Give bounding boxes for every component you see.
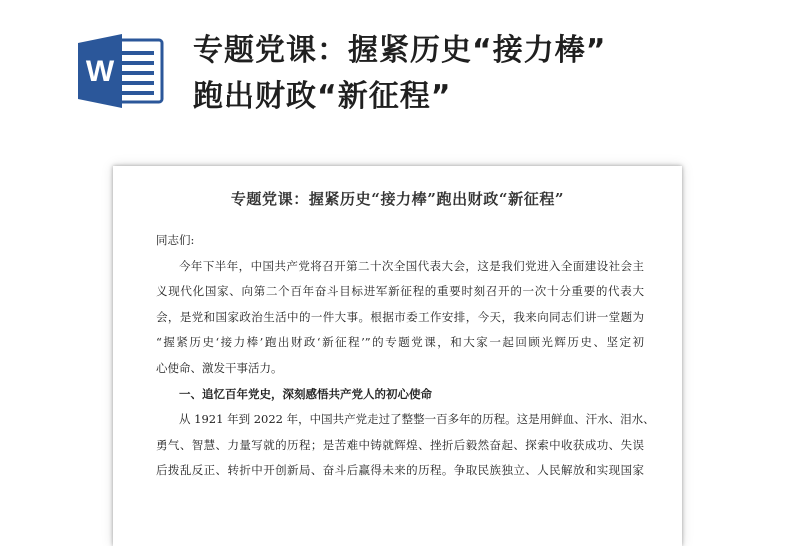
paragraph-1-line-1: 今年下半年，中国共产党将召开第二十次全国代表大会，这是我们党进入全面建设社会主 xyxy=(179,258,644,273)
section-heading-1: 一、追忆百年党史，深刻感悟共产党人的初心使命 xyxy=(179,386,432,401)
document-page xyxy=(113,166,682,546)
word-icon-letter: W xyxy=(85,55,115,88)
paragraph-1-line-3: 会，是党和国家政治生活中的一件大事。根据市委工作安排，今天，我来向同志们讲一堂题为 xyxy=(156,309,644,324)
paragraph-2-line-3: 后拨乱反正、转折中开创新局、奋斗后赢得未来的历程。争取民族独立、人民解放和实现国家 xyxy=(156,463,644,478)
paragraph-2-line-2: 勇气、智慧、力量写就的历程；是苦难中铸就辉煌、挫折后毅然奋起、探索中收获成功、失误 xyxy=(156,437,644,452)
salutation: 同志们: xyxy=(156,233,195,247)
header-title-line-1: 专题党课：握紧历史“接力棒” xyxy=(193,33,607,68)
paragraph-1-line-4: “握紧历史‘接力棒’跑出财政‘新征程’”的专题党课，和大家一起回顾光辉历史、坚定初 xyxy=(156,335,644,350)
paragraph-1-line-5: 心使命、激发干事活力。 xyxy=(156,360,283,375)
document-title: 专题党课：握紧历史“接力棒”跑出财政“新征程” xyxy=(230,190,565,208)
header-title xyxy=(193,28,783,120)
document-body xyxy=(156,228,655,484)
paragraph-1-line-2: 义现代化国家、向第二个百年奋斗目标进军新征程的重要时刻召开的一次十分重要的代表大 xyxy=(156,284,644,299)
paragraph-2-line-1: 从 1921 年到 2022 年，中国共产党走过了整整一百多年的历程。这是用鲜血、汗水、泪水、 xyxy=(179,412,655,427)
header xyxy=(0,0,800,150)
word-icon xyxy=(78,34,164,108)
header-title-line-2: 跑出财政“新征程” xyxy=(193,79,452,114)
